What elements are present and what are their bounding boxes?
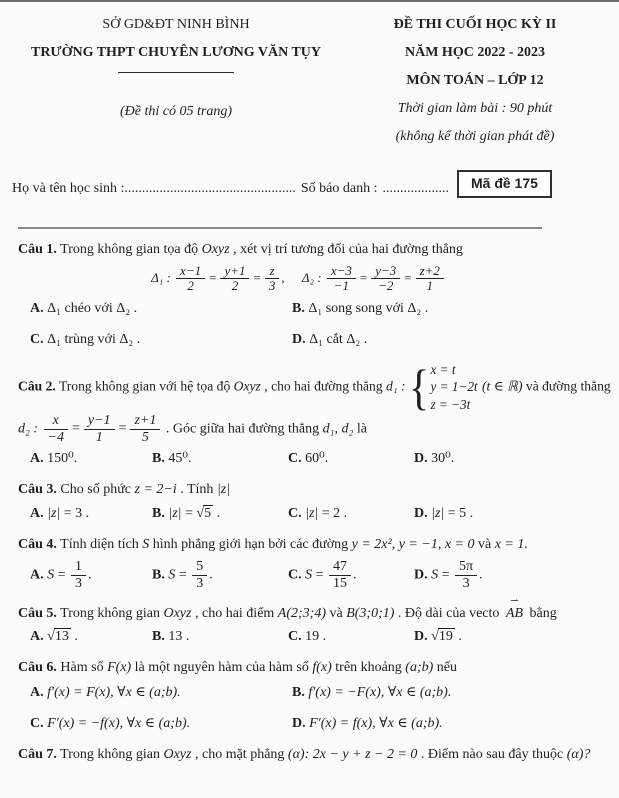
question-2-text-a: Trong không gian với hệ tọa độ bbox=[58, 378, 231, 394]
parameter-domain: (t ∈ ℝ) bbox=[482, 378, 523, 394]
option-c-text: F′(x) = −f(x), ∀x ∈ (a;b). bbox=[47, 715, 191, 731]
option-d-suffix: . bbox=[479, 567, 483, 583]
fraction: $\frac{y+1}{2}$ bbox=[220, 264, 249, 294]
interval-ab: (a;b) bbox=[405, 660, 434, 676]
antiderivative-F: F(x) bbox=[107, 660, 132, 676]
fraction: $\frac{z}{3}$ bbox=[265, 264, 280, 294]
question-2-text-d: . Góc giữa hai đường thẳng bbox=[165, 421, 320, 437]
section-divider bbox=[18, 227, 542, 229]
option-c-text: 60⁰. bbox=[305, 451, 329, 467]
option-b-label: B. bbox=[152, 505, 165, 521]
radicand: 13 bbox=[54, 629, 69, 645]
option-d-text: Δ₁ cắt Δ₂ . bbox=[309, 331, 368, 347]
equals-sign: = bbox=[438, 567, 454, 583]
option-d-label: D. bbox=[292, 715, 306, 731]
question-3-option-c bbox=[288, 505, 414, 524]
student-name-label: Họ và tên học sinh : bbox=[12, 180, 125, 196]
candidate-number-label: Số báo danh : bbox=[300, 180, 378, 196]
question-7-text-a: Trong không gian bbox=[60, 746, 160, 762]
option-c-text: 19 . bbox=[305, 629, 327, 645]
option-b-label: B. bbox=[152, 567, 165, 583]
question-7-text-c: . Điểm nào sau đây thuộc bbox=[420, 746, 564, 762]
sqrt-expression bbox=[431, 629, 455, 644]
fraction: $\frac{1}{3}$ bbox=[71, 559, 86, 591]
fraction: $\frac{z+1}{5}$ bbox=[130, 413, 160, 445]
question-5-options bbox=[30, 628, 609, 647]
oxyz-symbol: Oxyz bbox=[163, 746, 192, 762]
question-2-text-c: và đường thẳng bbox=[525, 378, 611, 394]
question-1-option-b bbox=[292, 300, 609, 319]
area-symbol: S bbox=[305, 567, 313, 583]
modulus-z: |z| bbox=[305, 505, 319, 521]
equals-sign: = bbox=[181, 505, 197, 521]
modulus-z: |z| bbox=[47, 505, 61, 521]
option-a-label: A. bbox=[30, 505, 44, 521]
option-c-label: C. bbox=[30, 715, 44, 731]
question-1-option-c bbox=[30, 331, 292, 350]
option-a-label: A. bbox=[30, 301, 44, 317]
option-d-text: = 5 . bbox=[444, 505, 474, 521]
equals-sign: = bbox=[404, 269, 412, 285]
header-right bbox=[349, 16, 601, 155]
question-1 bbox=[18, 240, 609, 349]
fraction: $\frac{x-1}{2}$ bbox=[176, 264, 205, 294]
option-b-suffix: . bbox=[209, 567, 213, 583]
fraction: $\frac{5}{3}$ bbox=[192, 559, 207, 591]
question-3-option-d bbox=[414, 505, 609, 524]
question-1-text-b: , xét vị trí tương đối của hai đường thẳng bbox=[233, 242, 463, 258]
option-b-label: B. bbox=[152, 451, 165, 467]
area-symbol: S bbox=[47, 567, 55, 583]
complex-number: z = 2−i bbox=[134, 482, 177, 498]
option-d-label: D. bbox=[414, 629, 428, 645]
fraction: $\frac{z+2}{1}$ bbox=[416, 264, 444, 294]
question-4-option-d bbox=[414, 559, 609, 591]
school-year: NĂM HỌC 2022 - 2023 bbox=[405, 44, 545, 60]
question-4-text-a: Tính diện tích bbox=[60, 536, 139, 552]
lines-d1-d2: d₁, d₂ bbox=[322, 421, 354, 437]
equation-system bbox=[407, 358, 478, 415]
option-c-label: C. bbox=[288, 451, 302, 467]
equals-sign: = bbox=[253, 269, 261, 285]
vector-AB: ⇀ AB bbox=[506, 603, 523, 624]
question-5-text-e: bằng bbox=[529, 605, 557, 621]
question-3-option-b bbox=[152, 505, 288, 524]
option-c-label: C. bbox=[288, 505, 302, 521]
sqrt-expression bbox=[47, 629, 71, 644]
line-d1-label: d₁ : bbox=[386, 378, 406, 394]
question-5-text-b: , cho hai điểm bbox=[194, 605, 275, 621]
boundary-x1: x = 1. bbox=[494, 536, 528, 552]
question-2-text-e: là bbox=[356, 421, 367, 437]
system-lines bbox=[431, 361, 478, 413]
option-d-suffix: . bbox=[454, 629, 462, 645]
question-6-text-d: nếu bbox=[436, 660, 457, 676]
question-6-stem bbox=[18, 658, 609, 678]
exam-code-badge: Mã đề 175 bbox=[457, 170, 552, 198]
option-b-text: Δ₁ song song với Δ₂ . bbox=[308, 301, 429, 317]
option-b-label: B. bbox=[292, 684, 305, 700]
question-4-stem bbox=[18, 535, 609, 555]
equals-sign: = bbox=[71, 421, 80, 437]
question-6 bbox=[18, 658, 609, 733]
question-7-text-b: , cho mặt phẳng bbox=[194, 746, 285, 762]
option-c-suffix: . bbox=[353, 567, 357, 583]
system-brace: { bbox=[408, 358, 429, 415]
equals-sign: = bbox=[359, 269, 368, 285]
question-5-option-c bbox=[288, 628, 414, 647]
radical-sign: √ bbox=[431, 629, 439, 645]
question-5-option-d bbox=[414, 628, 609, 647]
line-d2-label: d₂ : bbox=[18, 421, 39, 437]
plane-equation: (α): 2x − y + z − 2 = 0 bbox=[287, 746, 418, 762]
school-name: TRƯỜNG THPT CHUYÊN LƯƠNG VĂN TỤY bbox=[30, 44, 321, 60]
option-a-suffix: . bbox=[70, 629, 78, 645]
area-symbol: S bbox=[168, 567, 176, 583]
option-b-text: f′(x) = −F(x), ∀x ∈ (a;b). bbox=[308, 684, 452, 700]
question-4-number: Câu 4. bbox=[18, 536, 57, 552]
option-d-label: D. bbox=[414, 451, 428, 467]
radical-sign: √ bbox=[47, 629, 55, 645]
question-4-text-b: hình phẳng giới hạn bởi các đường bbox=[152, 536, 349, 552]
option-c-label: C. bbox=[30, 331, 44, 347]
question-2-option-a bbox=[30, 450, 152, 469]
option-a-label: A. bbox=[30, 567, 44, 583]
subject-grade: MÔN TOÁN – LỚP 12 bbox=[406, 72, 544, 88]
point-A: A(2;3;4) bbox=[277, 605, 326, 621]
question-4 bbox=[18, 535, 609, 592]
student-info-row bbox=[12, 175, 605, 203]
exam-header bbox=[0, 2, 619, 155]
equals-sign: = bbox=[54, 567, 70, 583]
equals-sign: = bbox=[312, 567, 328, 583]
option-c-text: Δ₁ trùng với Δ₂ . bbox=[47, 331, 141, 347]
fraction: $\frac{5\pi}{3}$ bbox=[455, 559, 477, 591]
fraction: $\frac{x}{-4}$ bbox=[44, 413, 68, 445]
question-6-option-c bbox=[30, 715, 292, 734]
question-6-option-d bbox=[292, 715, 609, 734]
fraction: $\frac{47}{15}$ bbox=[329, 559, 351, 591]
system-line-2: y = 1−2t bbox=[430, 379, 478, 395]
question-2-options bbox=[30, 450, 609, 469]
question-5-option-a bbox=[30, 628, 152, 647]
option-c-label: C. bbox=[288, 629, 302, 645]
point-B: B(3;0;1) bbox=[346, 605, 395, 621]
option-b-label: B. bbox=[292, 301, 305, 317]
option-a-label: A. bbox=[30, 629, 44, 645]
question-3-stem bbox=[18, 480, 609, 500]
fraction: $\frac{y-3}{-2}$ bbox=[371, 264, 400, 294]
curves-list: y = 2x², y = −1, x = 0 bbox=[351, 536, 475, 552]
option-b-text: 13 . bbox=[168, 629, 190, 645]
radical-sign: √ bbox=[196, 505, 205, 521]
question-1-number: Câu 1. bbox=[18, 242, 57, 258]
question-3-options bbox=[30, 505, 609, 524]
department-name: SỞ GD&ĐT NINH BÌNH bbox=[102, 17, 250, 32]
equals-sign: = bbox=[209, 269, 217, 285]
question-4-options bbox=[30, 559, 609, 591]
delta1-label: Δ₁ : bbox=[151, 269, 171, 285]
question-1-options bbox=[30, 300, 609, 350]
question-7 bbox=[18, 745, 609, 765]
question-5-text-a: Trong không gian bbox=[60, 605, 160, 621]
option-d-label: D. bbox=[292, 331, 306, 347]
oxyz-symbol: Oxyz bbox=[163, 605, 192, 621]
modulus-z: |z| bbox=[168, 505, 182, 521]
question-3-text-b: . Tính bbox=[180, 482, 214, 498]
equals-sign: = bbox=[118, 421, 127, 437]
option-a-suffix: . bbox=[88, 567, 92, 583]
question-7-number: Câu 7. bbox=[18, 746, 57, 762]
question-6-option-b bbox=[292, 684, 609, 703]
question-5 bbox=[18, 603, 609, 647]
option-d-text: F′(x) = f(x), ∀x ∈ (a;b). bbox=[309, 715, 443, 731]
question-2-option-c bbox=[288, 450, 414, 469]
question-6-text-c: trên khoảng bbox=[335, 660, 402, 676]
option-a-text: Δ₁ chéo với Δ₂ . bbox=[47, 301, 138, 317]
radicand: 5 bbox=[204, 505, 212, 521]
question-4-option-c bbox=[288, 559, 414, 591]
fraction: $\frac{y-1}{1}$ bbox=[84, 413, 115, 445]
question-5-stem bbox=[18, 603, 609, 624]
area-symbol: S bbox=[431, 567, 439, 583]
question-5-text-d: . Độ dài của vecto bbox=[397, 605, 500, 621]
candidate-number-blank: ................... bbox=[382, 180, 449, 196]
plane-alpha: (α)? bbox=[566, 746, 591, 762]
modulus-z: |z| bbox=[431, 505, 445, 521]
duration-note: Thời gian làm bài : 90 phút bbox=[397, 100, 553, 116]
area-symbol: S bbox=[142, 536, 150, 552]
system-line-1: x = t bbox=[430, 361, 456, 377]
equals-sign: = bbox=[175, 567, 191, 583]
question-4-option-b bbox=[152, 559, 288, 591]
question-2-stem bbox=[18, 358, 611, 415]
question-2-option-d bbox=[414, 450, 609, 469]
modulus-z: |z| bbox=[216, 482, 231, 498]
option-b-label: B. bbox=[152, 629, 165, 645]
question-5-option-b bbox=[152, 628, 288, 647]
system-line-3: z = −3t bbox=[430, 396, 471, 412]
radicand: 19 bbox=[438, 629, 453, 645]
header-left bbox=[22, 16, 330, 155]
question-1-text-a: Trong không gian tọa độ bbox=[60, 242, 199, 258]
question-1-formula bbox=[18, 264, 579, 294]
no-extra-time-note: (không kể thời gian phát đề) bbox=[395, 128, 555, 144]
option-d-label: D. bbox=[414, 567, 428, 583]
option-a-text: f′(x) = F(x), ∀x ∈ (a;b). bbox=[47, 684, 181, 700]
option-a-label: A. bbox=[30, 684, 44, 700]
question-4-text-c: và bbox=[477, 536, 492, 552]
fraction: $\frac{x-3}{-1}$ bbox=[327, 264, 356, 294]
comma-separator: , bbox=[281, 269, 285, 285]
question-1-stem bbox=[18, 240, 609, 260]
question-5-text-c: và bbox=[329, 605, 343, 621]
option-d-label: D. bbox=[414, 505, 428, 521]
option-c-label: C. bbox=[288, 567, 302, 583]
oxyz-symbol: Oxyz bbox=[201, 242, 230, 258]
question-6-text-a: Hàm số bbox=[60, 660, 104, 676]
question-2 bbox=[18, 358, 611, 470]
question-5-number: Câu 5. bbox=[18, 605, 57, 621]
question-1-option-d bbox=[292, 331, 609, 350]
question-2-option-b bbox=[152, 450, 288, 469]
page-count-note: (Đề thi có 05 trang) bbox=[120, 103, 232, 119]
option-c-text: = 2 . bbox=[318, 505, 348, 521]
function-f: f(x) bbox=[312, 660, 332, 676]
student-name-blank: ................................................. bbox=[124, 180, 296, 196]
question-2-text-b: , cho hai đường thẳng bbox=[264, 378, 383, 394]
question-6-option-a bbox=[30, 684, 292, 703]
question-3 bbox=[18, 480, 609, 523]
option-a-text: 150⁰. bbox=[47, 451, 78, 467]
delta2-label: Δ₂ : bbox=[301, 269, 322, 285]
oxyz-symbol: Oxyz bbox=[233, 378, 261, 394]
question-6-text-b: là một nguyên hàm của hàm số bbox=[134, 660, 309, 676]
option-d-text: 30⁰. bbox=[431, 451, 455, 467]
question-3-text-a: Cho số phức bbox=[60, 482, 131, 498]
question-3-number: Câu 3. bbox=[18, 482, 57, 498]
exam-title: ĐỀ THI CUỐI HỌC KỲ II bbox=[393, 17, 557, 32]
question-1-option-a bbox=[30, 300, 292, 319]
option-a-label: A. bbox=[30, 451, 44, 467]
header-underline bbox=[118, 72, 234, 73]
question-6-options bbox=[30, 684, 609, 734]
question-2-line-2 bbox=[18, 413, 609, 445]
question-2-number: Câu 2. bbox=[18, 378, 56, 394]
question-6-number: Câu 6. bbox=[18, 660, 57, 676]
question-7-stem bbox=[18, 745, 609, 765]
question-4-option-a bbox=[30, 559, 152, 591]
option-a-text: = 3 . bbox=[60, 505, 90, 521]
option-b-suffix: . bbox=[213, 505, 221, 521]
question-3-option-a bbox=[30, 505, 152, 524]
sqrt-expression bbox=[196, 506, 213, 521]
option-b-text: 45⁰. bbox=[168, 451, 192, 467]
